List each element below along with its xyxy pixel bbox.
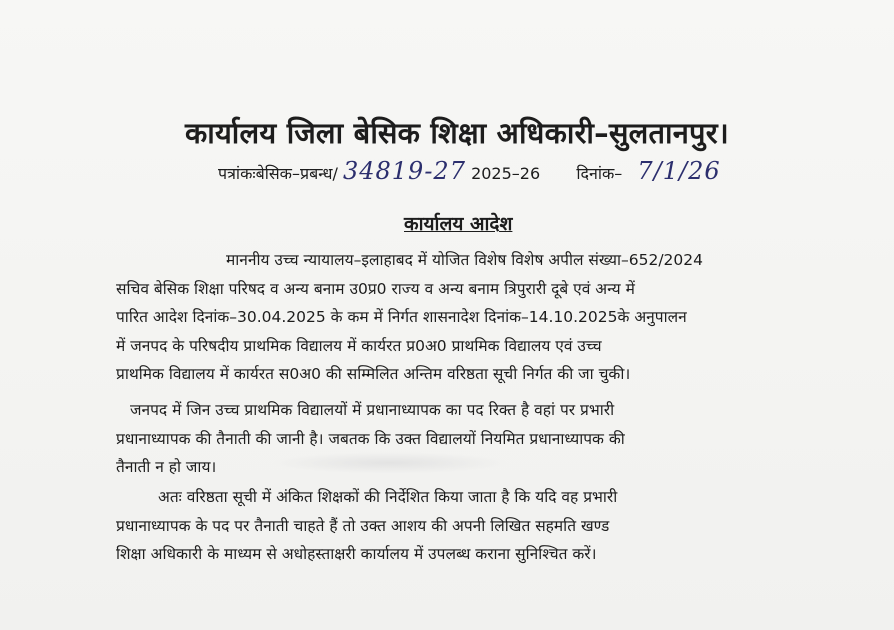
paragraph-line: प्रधानाध्यापक के पद पर तैनाती चाहते हैं तो उक्त आशय की अपनी लिखित सहमति खण्ड [116,516,610,535]
paragraph-3 [116,483,842,569]
paragraph-line: जनपद में जिन उच्च प्राथमिक विद्यालयों में प्रधानाध्यापक का पद रिक्त है वहां पर प्रभारी [130,401,615,419]
paragraph-line: प्राथमिक विद्यालय में कार्यरत स0अ0 की सम्मिलित अन्तिम वरिष्ठता सूची निर्गत की जा चुकी। [116,365,631,383]
paragraph-1 [116,246,842,389]
ref-year: 2025–26 [471,164,541,183]
reference-line [218,157,818,185]
date-handwritten: 7/1/26 [637,157,721,185]
paragraph-line: तैनाती न हो जाय। [116,458,217,476]
order-title: कार्यालय आदेश [404,213,513,235]
paragraph-line: अतः वरिष्ठता सूची में अंकित शिक्षकों की निर्देशित किया जाता है कि यदि वह प्रभारी [158,488,618,506]
paragraph-2 [116,396,842,482]
ref-number-handwritten: 34819-27 [342,157,466,185]
ref-prefix: पत्रांकःबेसिक–प्रबन्ध/ [218,164,338,183]
paragraph-line: पारित आदेश दिनांक–30.04.2025 के कम में निर्गत शासनादेश दिनांक–14.10.2025के अनुपालन [116,308,687,326]
paragraph-line: सचिव बेसिक शिक्षा परिषद व अन्य बनाम उ0प्र0 राज्य व अन्य बनाम त्रिपुरारी दूबे एवं अन्य में [116,279,635,298]
paragraph-line: शिक्षा अधिकारी के माध्यम से अधोहस्ताक्षरी कार्यालय में उपलब्ध कराना सुनिश्चित करें। [116,545,597,563]
paragraph-line: माननीय उच्च न्यायालय–इलाहाबद में योजित विशेष विशेष अपील संख्या–652/2024 [226,251,703,269]
paragraph-line: प्रधानाध्यापक की तैनाती की जानी है। जबतक कि उक्त विद्यालयों नियमित प्रधानाध्यापक की [116,429,625,448]
paragraph-line: में जनपद के परिषदीय प्राथमिक विद्यालय में कार्यरत प्र0अ0 प्राथमिक विद्यालय एवं उच्च [116,336,602,355]
office-heading: कार्यालय जिला बेसिक शिक्षा अधिकारी–सुलतानपुर। [185,116,729,150]
date-label: दिनांक– [576,164,623,183]
